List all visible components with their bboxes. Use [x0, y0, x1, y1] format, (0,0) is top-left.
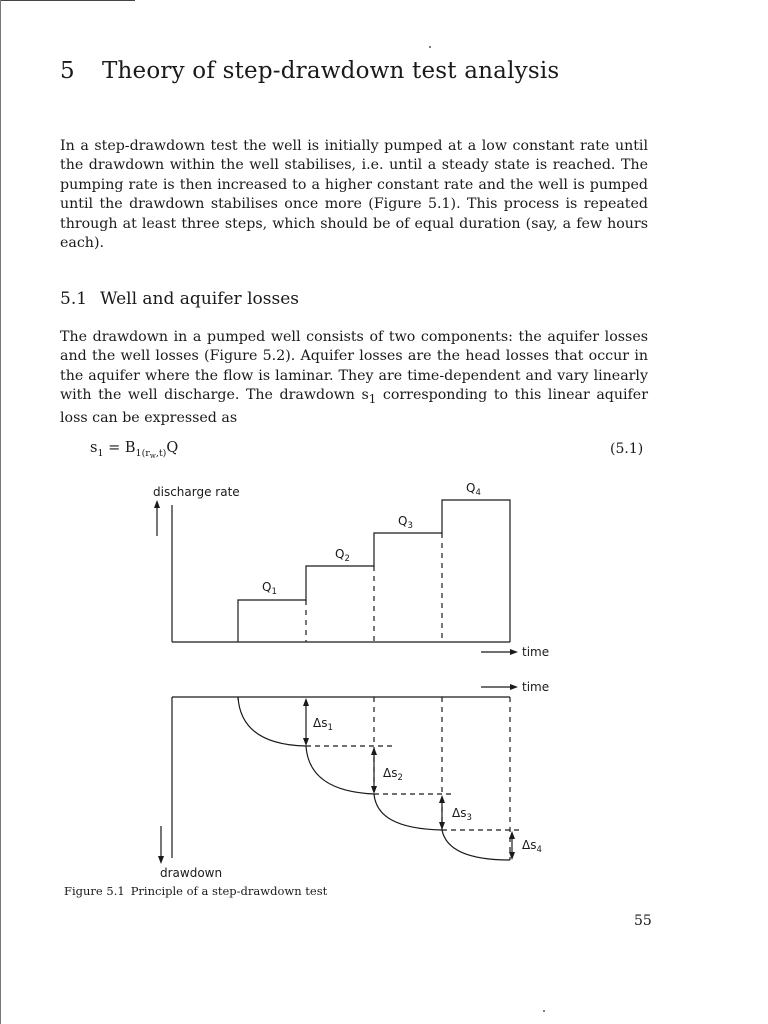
equation-b-sub-a: 1(r — [135, 448, 150, 459]
delta-s2-arrowhead-down — [371, 786, 377, 794]
delta-s2-arrowhead-up — [371, 747, 377, 755]
drawdown-curve-1 — [238, 697, 306, 746]
intro-paragraph: In a step-drawdown test the well is initially pumped at a low constant rate until the drawdown within the well stabilises, i.e. until a steady state is reached. The pumping rate is then increased to a higher constant rate and the well is pumped until the drawdown stabilises once more (Figure 5.1). This process is repeated through at least three steps, which should be of equal duration (say, a few hours each). — [60, 138, 648, 252]
step-q4-sub: 4 — [475, 488, 481, 498]
figure-caption-text: Principle of a step-drawdown test — [130, 884, 328, 898]
step-q3-sub: 3 — [407, 521, 413, 531]
equation-b-subscript — [136, 448, 167, 459]
delta-s1-arrowhead-up — [303, 698, 309, 706]
equation-lhs-subscript: 1 — [97, 448, 104, 459]
delta-s1-label — [313, 716, 333, 733]
delta-s4-arrowhead-down — [509, 852, 515, 860]
delta-s1-sub: 1 — [327, 723, 333, 733]
step-q4-letter: Q — [466, 481, 476, 495]
top-time-arrow-head — [510, 649, 518, 655]
section-paragraph — [60, 328, 648, 429]
drawdown-arrow-head — [158, 856, 164, 864]
delta-s1-letter: Δs — [313, 716, 328, 730]
delta-s2-label — [383, 766, 403, 783]
delta-s2-letter: Δs — [383, 766, 398, 780]
equation-b-sub-b: ,t) — [155, 448, 167, 459]
delta-s2-sub: 2 — [397, 773, 403, 783]
equation-equals: = B — [103, 440, 136, 456]
section-title — [60, 289, 299, 309]
chapter-title — [60, 58, 559, 84]
equation-lhs: s — [90, 440, 98, 456]
section-number: 5.1 — [60, 289, 88, 309]
drawdown-curve-2 — [306, 746, 374, 794]
delta-s3-label — [452, 806, 472, 823]
section-paragraph-end: corresponding to this linear aquifer loss can be expressed as — [60, 387, 648, 427]
delta-s3-arrowhead-up — [439, 795, 445, 803]
bottom-time-label: time — [522, 680, 550, 694]
discharge-rate-label: discharge rate — [153, 485, 240, 499]
drawdown-curve-4 — [442, 830, 510, 860]
figure-caption — [64, 884, 327, 898]
delta-s4-label — [522, 838, 542, 855]
section-paragraph-subscript: 1 — [368, 392, 377, 407]
section-paragraph-text: The drawdown in a pumped well consists of two components: the aquifer losses and the well losses (Figure 5.2). Aquifer losses are the head losses that occur in the aquifer where the flow is laminar. They are time-dependent and vary linearly with the well discharge. The drawdown s — [60, 329, 648, 404]
step-label-q2 — [335, 547, 350, 564]
equation-rhs: Q — [166, 440, 179, 456]
step-label-q1 — [262, 580, 277, 597]
delta-s3-arrowhead-down — [439, 822, 445, 830]
equation-5-1 — [90, 440, 178, 460]
step-q2-letter: Q — [335, 547, 345, 561]
step-label-q3 — [398, 514, 413, 531]
equation-b-sub-w: w — [149, 452, 156, 460]
step-q1-letter: Q — [262, 580, 272, 594]
delta-s4-letter: Δs — [522, 838, 537, 852]
scan-border-left — [0, 0, 1, 1024]
delta-s1-arrowhead-down — [303, 738, 309, 746]
scan-speck — [429, 46, 431, 48]
chapter-title-text: Theory of step-drawdown test analysis — [102, 58, 560, 84]
drawdown-curve-3 — [374, 794, 442, 830]
step-q2-sub: 2 — [344, 554, 350, 564]
step-label-q4 — [466, 481, 481, 498]
discharge-arrow-head — [154, 500, 160, 508]
delta-s4-sub: 4 — [536, 845, 542, 855]
delta-s4-arrowhead-up — [509, 831, 515, 839]
bottom-time-arrow-head — [510, 684, 518, 690]
scan-speck — [543, 1010, 545, 1012]
page-number: 55 — [634, 913, 652, 929]
step-q1-sub: 1 — [271, 587, 277, 597]
figure-caption-label: Figure 5.1 — [64, 884, 125, 898]
top-time-label: time — [522, 645, 550, 659]
scan-border-top — [0, 0, 135, 1]
drawdown-label: drawdown — [160, 866, 223, 880]
discharge-steps-outline — [238, 500, 510, 642]
equation-number: (5.1) — [610, 441, 644, 457]
chapter-number: 5 — [60, 58, 75, 84]
delta-s3-letter: Δs — [452, 806, 467, 820]
section-title-text: Well and aquifer losses — [100, 289, 299, 309]
step-q3-letter: Q — [398, 514, 408, 528]
delta-s3-sub: 3 — [466, 813, 472, 823]
